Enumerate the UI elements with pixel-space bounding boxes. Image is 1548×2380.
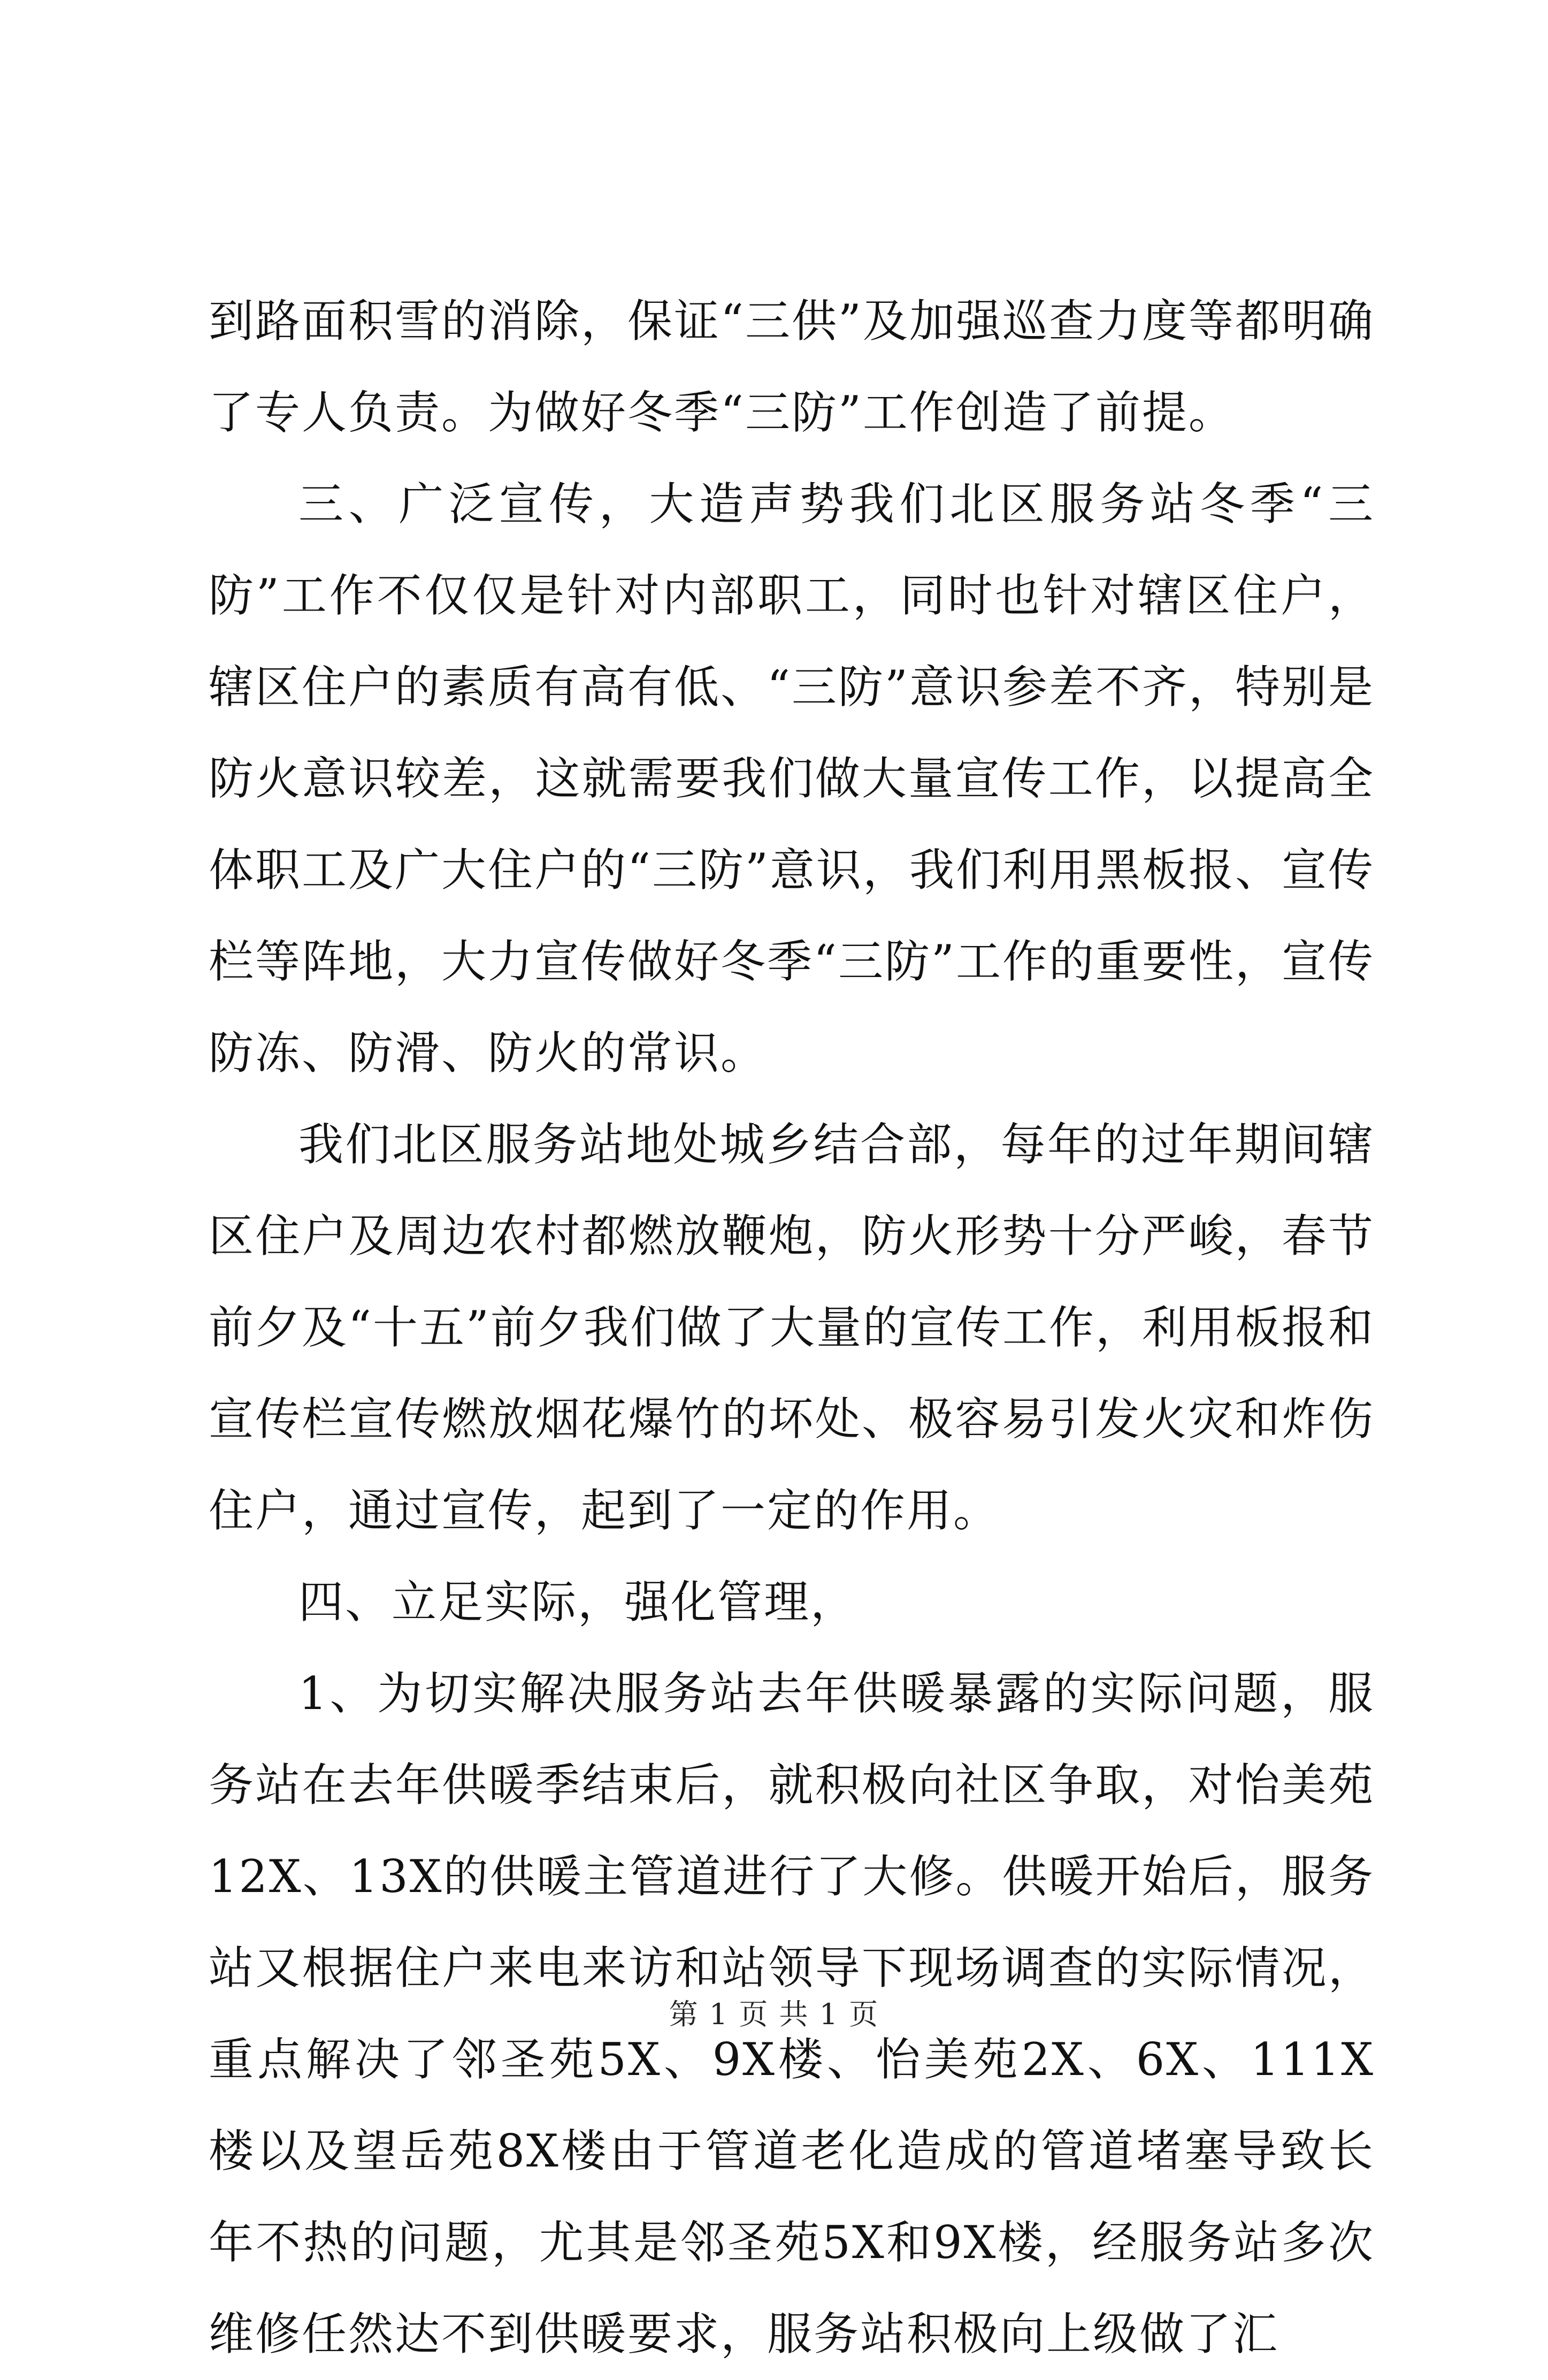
paragraph-continuation: 到路面积雪的消除，保证“三供”及加强巡查力度等都明确了专人负责。为做好冬季“三防”工作创造了前提。 [209,295,1375,439]
paragraph-heating-repair: 1、为切实解决服务站去年供暖暴露的实际问题，服务站在去年供暖季结束后，就积极向社区争取，对怡美苑12X、13X的供暖主管道进行了大修。供暖开始后，服务站又根据住户来电来访和站领导下现场调查的实际情况，重点解决了邻圣苑5X、9X楼、怡美苑2X、6X、111X楼以及望岳苑8X楼由于管道老化造成的管道堵塞导致长年不热的问题，尤其是邻圣苑5X和9X楼，经服务站多次维修任然达不到供暖要求，服务站积极向上级做了汇 [209,1667,1375,2360]
page-footer: 第 1 页 共 1 页 [669,1997,879,2031]
paragraph-fire-prevention: 我们北区服务站地处城乡结合部，每年的过年期间辖区住户及周边农村都燃放鞭炮，防火形势十分严峻，春节前夕及“十五”前夕我们做了大量的宣传工作，利用板报和宣传栏宣传燃放烟花爆竹的坏处、极容易引发火灾和炸伤住户，通过宣传，起到了一定的作用。 [209,1118,1375,1537]
paragraph-section-four-heading: 四、立足实际，强化管理， [298,1576,857,1628]
document-body [209,276,1375,2380]
paragraph-section-three: 三、广泛宣传，大造声势我们北区服务站冬季“三防”工作不仅仅是针对内部职工，同时也针对辖区住户，辖区住户的素质有高有低、“三防”意识参差不齐，特别是防火意识较差，这就需要我们做大量宣传工作，以提高全体职工及广大住户的“三防”意识，我们利用黑板报、宣传栏等阵地，大力宣传做好冬季“三防”工作的重要性，宣传防冻、防滑、防火的常识。 [209,478,1375,1079]
